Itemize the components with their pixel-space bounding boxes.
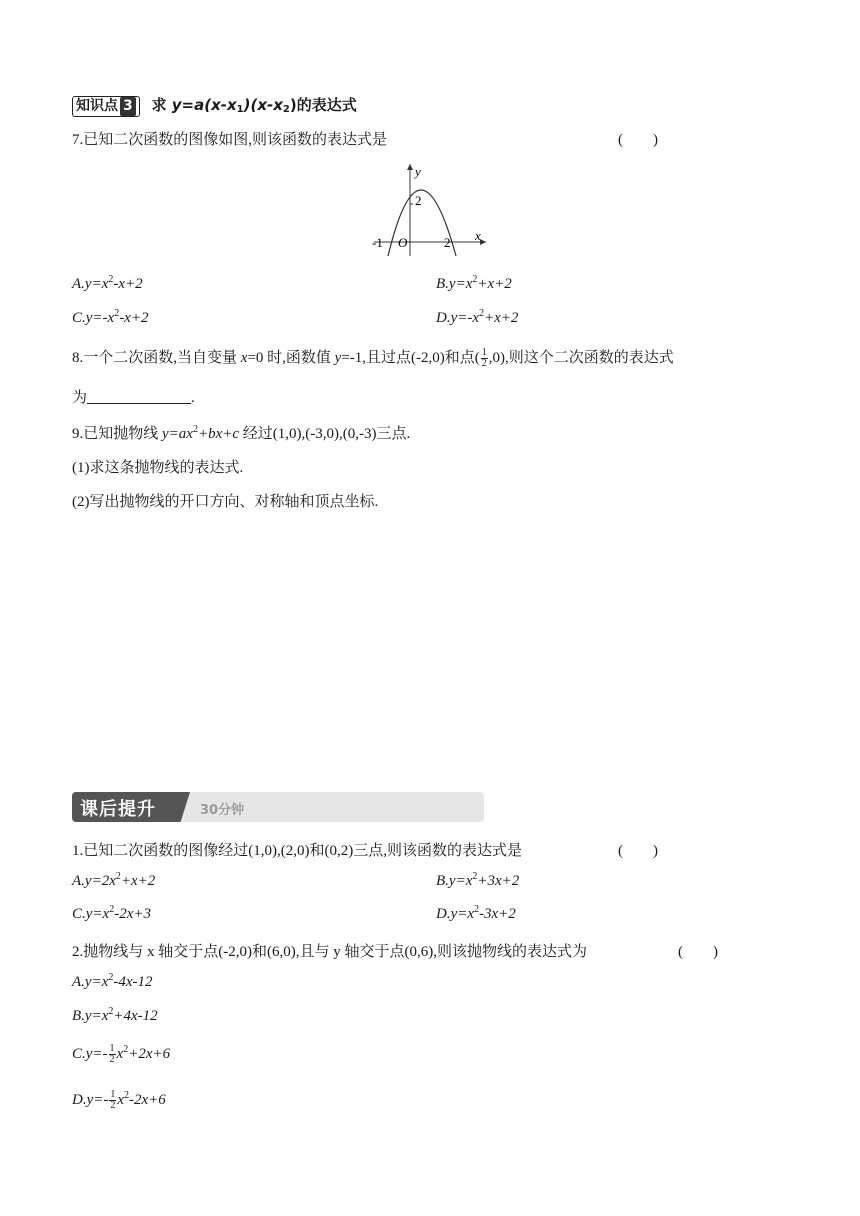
question-9-stem: 9.已知抛物线 $y=ax^2+bx+c$ 经过(1,0),(-3,0),(0,-3)三点. — [72, 424, 411, 442]
question-8-stem: 8.一个二次函数,当自变量 x=0 时,函数值 y=-1,且过点(-2,0)和点( $\frac{1}{2}$ ,0),则这个二次函数的表达式 — [72, 347, 674, 370]
question-8-answer-line: 为 . — [72, 390, 195, 406]
fraction-one-half: $\frac{1}{2}$ — [481, 347, 487, 370]
x-axis-arrow — [480, 239, 486, 245]
after-class-question-2-stem: 2.抛物线与 x 轴交于点(-2,0)和(6,0),且与 y 轴交于点(0,6),则该抛物线的表达式为 — [72, 944, 587, 960]
after-class-question-1-answer-bracket: ( ) — [618, 843, 658, 859]
after-class-question-2-option-d[interactable]: D.y=- $\frac{1}{2}$ $x^2-2x+6$ — [72, 1089, 166, 1111]
tick-label-x2: 2 — [444, 235, 451, 250]
after-class-time: 30分钟 — [200, 803, 245, 818]
question-7-option-a[interactable]: $A.y=x^2-x+2$ — [72, 274, 143, 292]
tick-label-y2: 2 — [415, 193, 422, 208]
after-class-title: 课后提升 — [80, 799, 156, 820]
fraction-one-half: $\frac{1}{2}$ — [109, 1043, 115, 1065]
question-7-stem: 7.已知二次函数的图像如图,则该函数的表达式是 — [72, 132, 388, 148]
y-axis-arrow — [407, 164, 413, 170]
origin-label: O — [398, 235, 408, 250]
after-class-question-1-option-c[interactable]: $C.y=x^2-2x+3$ — [72, 904, 151, 922]
y-axis-label: y — [415, 164, 421, 179]
knowledge-point-header — [72, 94, 357, 117]
question-9-subquestion-1: (1)求这条抛物线的表达式. — [72, 460, 244, 476]
fraction-one-half: $\frac{1}{2}$ — [110, 1089, 116, 1111]
after-class-banner — [72, 792, 484, 822]
after-class-question-2-option-b[interactable]: $B.y=x^2+4x-12$ — [72, 1006, 158, 1024]
question-7-option-b[interactable]: $B.y=x^2+x+2$ — [436, 274, 512, 292]
question-9-subquestion-2: (2)写出抛物线的开口方向、对称轴和顶点坐标. — [72, 494, 379, 510]
after-class-question-2-option-c[interactable]: C.y=- $\frac{1}{2}$ $x^2+2x+6$ — [72, 1043, 171, 1065]
answer-blank[interactable] — [87, 389, 191, 404]
question-7-option-c[interactable]: $C.y=-x^2-x+2$ — [72, 308, 149, 326]
after-class-question-1-option-a[interactable]: $A.y=2x^2+x+2$ — [72, 871, 156, 889]
knowledge-point-badge: 知识点 3 — [72, 96, 140, 117]
knowledge-point-title: 求 $y=a(x-x_1)(x-x_2)$的表达式 — [151, 96, 357, 115]
question-7-answer-bracket: ( ) — [618, 132, 658, 148]
x-axis-label: x — [475, 228, 481, 243]
tick-label-neg1: -1 — [372, 235, 383, 250]
after-class-question-1-option-d[interactable]: $D.y=x^2-3x+2$ — [436, 904, 516, 922]
question-7-option-d[interactable]: $D.y=-x^2+x+2$ — [436, 308, 519, 326]
question-7-parabola-graph — [368, 160, 490, 260]
after-class-question-1-stem: 1.已知二次函数的图像经过(1,0),(2,0)和(0,2)三点,则该函数的表达式是 — [72, 843, 522, 859]
after-class-question-2-option-a[interactable]: $A.y=x^2-4x-12$ — [72, 972, 153, 990]
after-class-question-2-answer-bracket: ( ) — [678, 944, 718, 960]
after-class-question-1-option-b[interactable]: $B.y=x^2+3x+2$ — [436, 871, 520, 889]
